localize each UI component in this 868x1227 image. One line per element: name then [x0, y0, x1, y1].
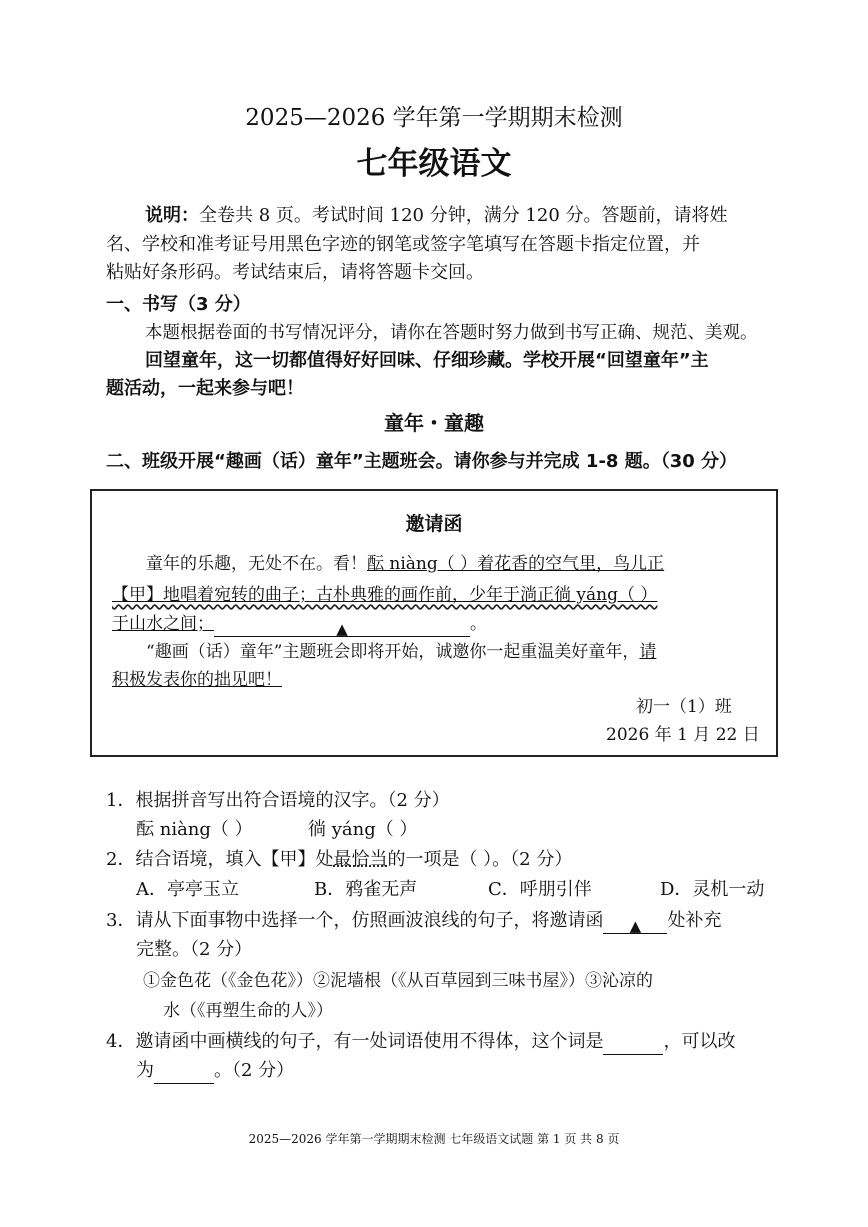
triangle-icon: ▲ — [336, 620, 348, 638]
question-1-b[interactable]: 徜 yáng（ ） — [308, 819, 418, 840]
question-4-c: 为 — [136, 1060, 154, 1081]
invitation-line-4-b: 请 — [639, 642, 657, 662]
invitation-line-5: 积极发表你的拙见吧！ — [112, 670, 282, 690]
invitation-signature-class: 初一（1）班 — [636, 697, 732, 717]
invitation-box — [90, 489, 778, 757]
question-4-d: 。（2 分） — [214, 1060, 295, 1081]
section1-body: 本题根据卷面的书写情况评分，请你在答题时努力做到书写正确、规范、美观。 — [145, 323, 758, 343]
invitation-line-3 — [112, 611, 487, 637]
page-footer: 2025—2026 学年第一学期期末检测 七年级语文试题 第 1 页 共 8 页 — [248, 1132, 620, 1146]
invitation-line-3-end: 。 — [470, 614, 487, 634]
question-2 — [106, 847, 572, 873]
instructions-label: 说明： — [145, 205, 199, 226]
invitation-title: 邀请函 — [405, 513, 463, 535]
question-2-option-a[interactable]: A．亭亭玉立 — [136, 879, 239, 900]
question-3-triangle-icon: ▲ — [629, 917, 642, 935]
instructions-line-1 — [145, 203, 728, 229]
question-3-blank — [603, 913, 667, 934]
question-3-a: 3．请从下面事物中选择一个，仿照画波浪线的句子，将邀请函 — [106, 910, 604, 931]
question-3-b: 处补充 — [667, 910, 722, 931]
invitation-line-4-a: “趣画（话）童年”主题班会即将开始，诚邀你一起重温美好童年， — [146, 642, 640, 662]
question-3 — [106, 908, 721, 934]
invitation-blank[interactable] — [214, 616, 470, 637]
question-2-a: 2．结合语境，填入【甲】处 — [106, 849, 334, 870]
exam-title: 2025—2026 学年第一学期期末检测 — [245, 105, 623, 131]
subject-title: 七年级语文 — [356, 146, 512, 182]
section1-intro-1: 回望童年，这一切都值得好好回味、仔细珍藏。学校开展“回望童年”主 — [145, 350, 709, 371]
question-2-option-b[interactable]: B．鸦雀无声 — [314, 879, 418, 900]
question-2-c[interactable]: 的一项是（ ）。（2 分） — [387, 849, 573, 870]
question-2-option-d[interactable]: D．灵机一动 — [660, 879, 765, 900]
section1-intro-2: 题活动，一起来参与吧！ — [106, 378, 304, 399]
question-4-a: 4．邀请函中画横线的句子，有一处词语使用不得体，这个词是 — [106, 1031, 604, 1052]
invitation-line-2-text: 【甲】地唱着宛转的曲子；古朴典雅的画作前，少年于淌正徜 yáng（ ） — [112, 585, 658, 605]
question-2-emphasis: 最恰当 — [333, 849, 388, 870]
instructions-line-3: 粘贴好条形码。考试结束后，请将答题卡交回。 — [106, 262, 484, 283]
invitation-signature-date: 2026 年 1 月 22 日 — [606, 725, 760, 745]
question-4-blank-1[interactable] — [603, 1034, 663, 1055]
section1-heading: 一、书写（3 分） — [106, 294, 251, 315]
question-1: 1．根据拼音写出符合语境的汉字。（2 分） — [106, 790, 450, 811]
question-3-option-1b: 水（《再塑生命的人》） — [163, 1001, 333, 1021]
invitation-line-2 — [112, 582, 657, 608]
question-4-line-2 — [136, 1058, 294, 1084]
section2-heading: 二、班级开展“趣画（话）童年”主题班会。请你参与并完成 1-8 题。（30 分） — [106, 451, 738, 472]
question-4 — [106, 1029, 735, 1055]
question-4-blank-2[interactable] — [154, 1063, 214, 1084]
instructions-line-2: 名、学校和准考证号用黑色字迹的钢笔或签字笔填写在答题卡指定位置，并 — [106, 234, 700, 255]
invitation-line-4 — [146, 639, 656, 665]
question-4-b: ，可以改 — [663, 1031, 736, 1052]
invitation-line-3-text: 于山水之间； — [112, 614, 214, 634]
invitation-line-1-a: 童年的乐趣，无处不在。看！ — [146, 554, 367, 574]
question-3-option-1: ①金色花（《金色花》）②泥墙根（《从百草园到三味书屋》）③沁凉的 — [143, 971, 653, 991]
theme-title: 童年・童趣 — [384, 411, 484, 435]
invitation-line-1-b: 酝 niàng（ ）着花香的空气里，鸟儿正 — [367, 554, 665, 574]
question-1-a[interactable]: 酝 niàng（ ） — [136, 819, 253, 840]
invitation-line-1 — [146, 551, 664, 577]
question-3-c: 完整。（2 分） — [136, 939, 253, 960]
question-2-option-c[interactable]: C．呼朋引伴 — [488, 879, 592, 900]
instructions-text-1: 全卷共 8 页。考试时间 120 分钟，满分 120 分。答题前，请将姓 — [199, 205, 728, 226]
